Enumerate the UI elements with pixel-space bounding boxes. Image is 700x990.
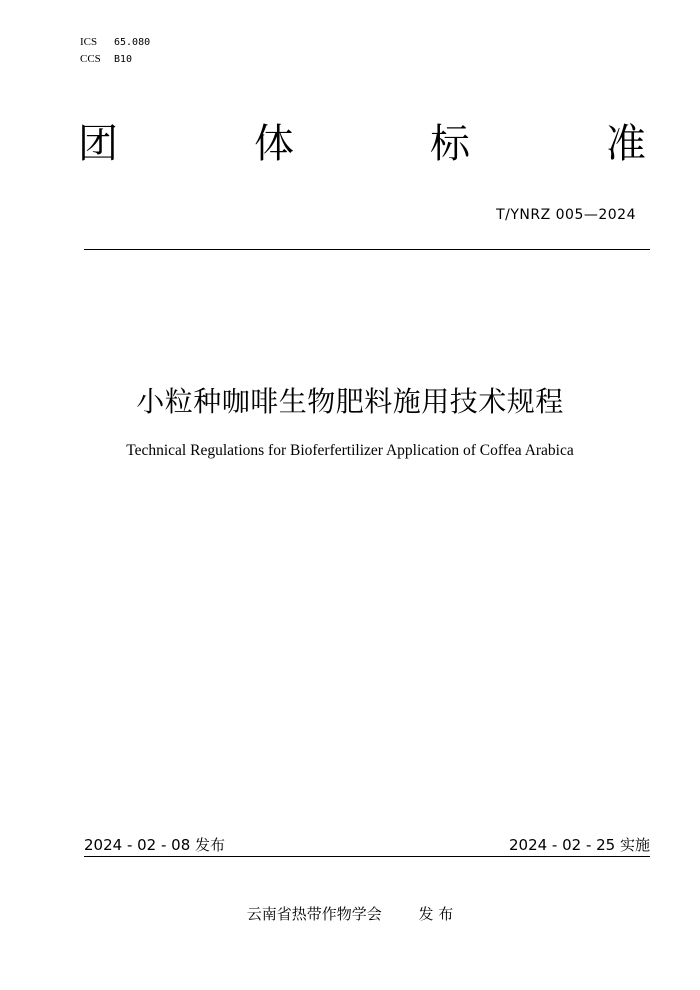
heading-char: 团 [78,121,118,167]
ccs-label: CCS [80,53,101,65]
date-row [84,834,650,855]
standard-type-heading [78,118,646,170]
ccs-row [80,51,150,68]
bottom-divider [84,856,650,857]
heading-char: 体 [254,121,294,167]
top-divider [84,249,650,250]
issue-date: 2024 - 02 - 08 发布 [84,836,226,854]
ccs-value: B10 [114,54,133,65]
publisher-org: 云南省热带作物学会 [246,905,382,923]
standard-number: T/YNRZ 005—2024 [496,207,636,223]
ics-label: ICS [80,36,98,48]
ics-value: 65.080 [114,37,151,48]
document-title-en: Technical Regulations for Bioferfertilizer Application of Coffea Arabica [126,442,574,459]
heading-char: 准 [606,121,646,167]
implementation-date: 2024 - 02 - 25 实施 [508,836,650,854]
document-title-cn: 小粒种咖啡生物肥料施用技术规程 [136,385,564,418]
publish-label: 发 布 [418,905,454,923]
classification-codes [80,34,150,68]
publisher-line [0,903,700,924]
heading-char: 标 [430,121,470,167]
ics-row [80,34,150,51]
